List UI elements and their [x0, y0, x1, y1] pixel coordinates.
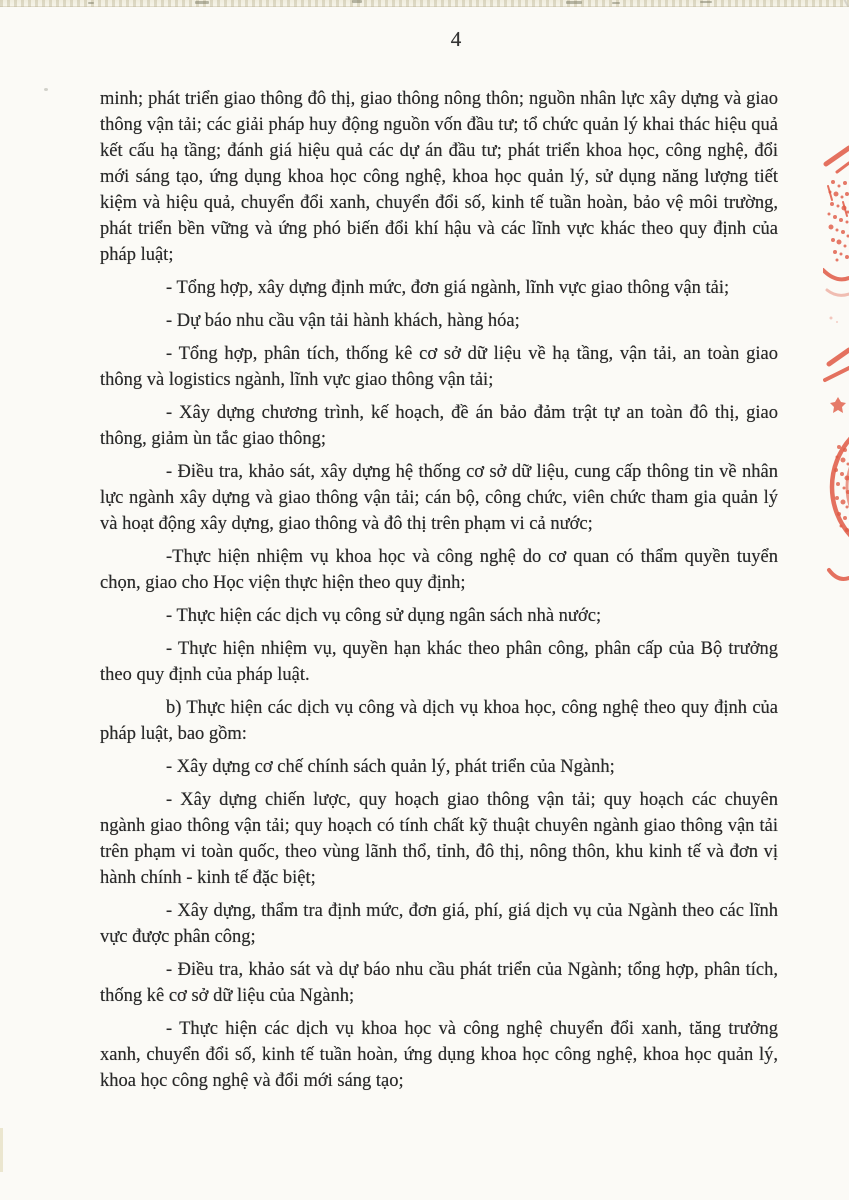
- paragraph: -Thực hiện nhiệm vụ khoa học và công nghệ do cơ quan có thẩm quyền tuyển chọn, giao cho Học viện thực hiện theo quy định;: [100, 547, 778, 593]
- paragraph: - Điều tra, khảo sát và dự báo nhu cầu phát triển của Ngành; tổng hợp, phân tích, thống kê cơ sở dữ liệu của Ngành;: [100, 960, 778, 1006]
- paragraph: - Thực hiện các dịch vụ khoa học và công nghệ chuyển đổi xanh, tăng trưởng xanh, chuyển đổi số, kinh tế tuần hoàn, ứng dụng khoa học công nghệ, khoa học quản lý, khoa học công nghệ và đổi mới sáng tạo;: [100, 1019, 778, 1091]
- page-header: [103, 27, 773, 52]
- paragraph: - Xây dựng chiến lược, quy hoạch giao thông vận tải; quy hoạch các chuyên ngành giao thông vận tải; quy hoạch có tính chất kỹ thuật chuyên ngành giao thông vận tải trên phạm vi toàn quốc, theo vùng lãnh thổ, tỉnh, đô thị, nông thôn, khu kinh tế và đơn vị hành chính - kinh tế đặc biệt;: [100, 790, 778, 888]
- scan-edge-mark: [0, 1128, 3, 1172]
- paragraph: - Tổng hợp, xây dựng định mức, đơn giá ngành, lĩnh vực giao thông vận tải;: [166, 278, 730, 298]
- scan-speck: [195, 1, 209, 4]
- document-body: [100, 86, 778, 1101]
- page-number: 4: [450, 27, 462, 51]
- paragraph: - Xây dựng, thẩm tra định mức, đơn giá, phí, giá dịch vụ của Ngành theo các lĩnh vực được phân công;: [100, 901, 778, 947]
- scan-speck: [566, 1, 582, 4]
- paragraph: - Tổng hợp, phân tích, thống kê cơ sở dữ liệu về hạ tầng, vận tải, an toàn giao thông và logistics ngành, lĩnh vực giao thông vận tải;: [100, 344, 778, 390]
- scan-speck: [700, 1, 712, 3]
- stamp-star: [830, 397, 846, 413]
- paragraph: minh; phát triển giao thông đô thị, giao thông nông thôn; nguồn nhân lực xây dựng và giao thông vận tải; các giải pháp huy động nguồn vốn đầu tư; tổ chức quản lý khai thác hiệu quả kết cấu hạ tầng; đánh giá hiệu quả các dự án đầu tư; phát triển khoa học, công nghệ, đổi mới sáng tạo, ứng dụng khoa học công nghệ, khoa học quản lý, sử dụng năng lượng tiết kiệm và hiệu quả, chuyển đổi xanh, chuyển đổi số, kinh tế tuần hoàn, bảo vệ môi trường, phát triển bền vững và ứng phó biến đổi khí hậu và các lĩnh vực khác theo quy định của pháp luật;: [100, 89, 778, 265]
- paragraph: - Dự báo nhu cầu vận tải hành khách, hàng hóa;: [166, 311, 520, 331]
- scan-speck: [352, 0, 362, 3]
- stamp-speckle-upper: [828, 180, 849, 323]
- paragraph: b) Thực hiện các dịch vụ công và dịch vụ khoa học, công nghệ theo quy định của pháp luật, bao gồm:: [100, 698, 778, 744]
- red-stamp-fragments-icon: [823, 142, 849, 592]
- paragraph: - Điều tra, khảo sát, xây dựng hệ thống cơ sở dữ liệu, cung cấp thông tin về nhân lực ngành xây dựng và giao thông vận tải; cán bộ, công chức, viên chức tham gia quản lý và hoạt động xây dựng, giao thông và đô thị trên phạm vi cả nước;: [100, 462, 778, 534]
- paragraph: - Thực hiện các dịch vụ công sử dụng ngân sách nhà nước;: [166, 606, 602, 626]
- scan-speck: [88, 2, 94, 4]
- scan-artifact-top-band: [0, 0, 849, 7]
- paragraph: - Xây dựng chương trình, kế hoạch, đề án bảo đảm trật tự an toàn đô thị, giao thông, giảm ùn tắc giao thông;: [100, 403, 778, 449]
- scan-speck: [612, 2, 620, 4]
- paragraph: - Thực hiện nhiệm vụ, quyền hạn khác theo phân công, phân cấp của Bộ trưởng theo quy định của pháp luật.: [100, 639, 778, 685]
- stamp-speckle-lower: [834, 445, 849, 532]
- scan-stray-dot: [44, 88, 48, 91]
- paragraph: - Xây dựng cơ chế chính sách quản lý, phát triển của Ngành;: [166, 757, 615, 777]
